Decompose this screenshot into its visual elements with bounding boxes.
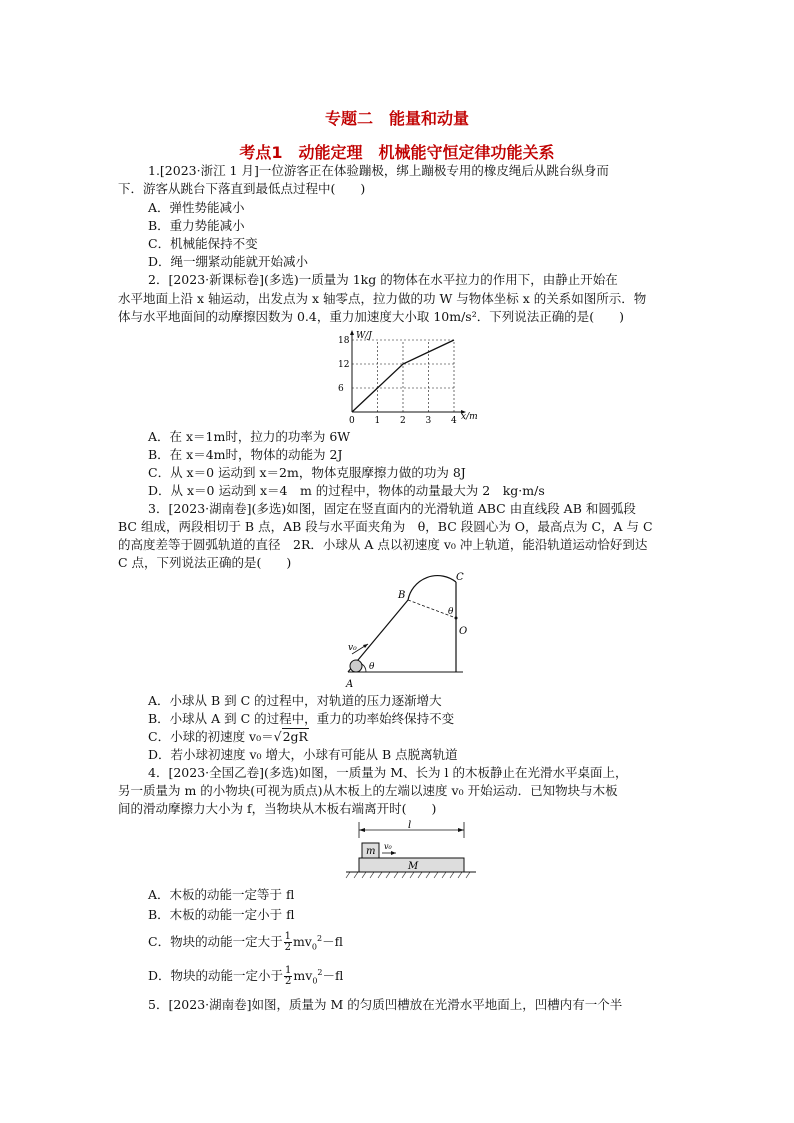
y-tick-label: 6: [338, 384, 344, 394]
y-axis-arrow: [350, 330, 354, 335]
x-tick-label: 0: [349, 416, 355, 426]
q1-option-d: D．绳一绷紧动能就开始减小: [148, 254, 309, 269]
q5-stem-line1: 5．[2023·湖南卷]如图，质量为 M 的匀质凹槽放在光滑水平地面上，凹槽内有一个半: [148, 997, 623, 1012]
q2-option-d: D．从 x＝0 运动到 x＝4 m 的过程中，物体的动量最大为 2 kg·m/s: [148, 483, 545, 498]
q2-option-a: A．在 x＝1m时，拉力的功率为 6W: [148, 429, 351, 444]
ball: [350, 660, 362, 672]
x-axis-label: x/m: [461, 412, 478, 422]
label-board-m: M: [408, 861, 419, 872]
q3-stem-line1: 3．[2023·湖南卷](多选)如图，固定在竖直面内的光滑轨道 ABC 由直线段 AB 和圆弧段: [148, 501, 636, 516]
y-axis-label: W/J: [356, 331, 372, 341]
q2-option-b: B．在 x＝4m时，物体的动能为 2J: [148, 447, 343, 462]
label-l: l: [408, 820, 412, 831]
q3-option-a: A．小球从 B 到 C 的过程中，对轨道的压力逐渐增大: [148, 693, 442, 708]
x-tick-label: 3: [425, 416, 432, 426]
label-a: A: [346, 679, 354, 690]
arc-bc: [408, 576, 456, 600]
label-v0: v₀: [384, 842, 392, 851]
section-title: 考点1 动能定理 机械能守恒定律功能关系: [239, 143, 555, 162]
work-displacement-chart: [330, 326, 490, 426]
track-diagram: [338, 572, 478, 690]
board-diagram: [344, 818, 478, 884]
y-tick-label: 12: [338, 360, 350, 370]
q4-stem-line1: 4．[2023·全国乙卷](多选)如图，一质量为 M、长为 l 的木板静止在光滑水平桌面上，: [148, 765, 628, 780]
x-tick-label: 4: [451, 416, 457, 426]
q4-stem-line3: 间的滑动摩擦力大小为 f，当物块从木板右端离开时( ): [118, 801, 437, 816]
q3-option-d: D．若小球初速度 v₀ 增大，小球有可能从 B 点脱离轨道: [148, 747, 458, 762]
label-theta-bottom: θ: [369, 662, 375, 672]
label-theta-top: θ: [448, 607, 454, 617]
q4-option-c: C．物块的动能一定大于 $\frac{1}{2}$ $mv_0^2-fl$: [148, 931, 343, 954]
q2-stem-line3: 体与水平地面间的动摩擦因数为 0.4，重力加速度大小取 10m/s²．下列说法正确的是( ): [118, 309, 624, 324]
y-tick-label: 18: [338, 336, 350, 346]
label-c: C: [456, 572, 464, 583]
x-tick-label: 2: [400, 416, 406, 426]
q1-stem-line2: 下．游客从跳台下落直到最低点过程中( ): [118, 181, 366, 196]
q3-option-b: B．小球从 A 到 C 的过程中，重力的功率始终保持不变: [148, 711, 455, 726]
q1-option-c: C．机械能保持不变: [148, 236, 258, 251]
q1-option-b: B．重力势能减小: [148, 218, 245, 233]
q3-stem-line3: 的高度差等于圆弧轨道的直径 2R．小球从 A 点以初速度 v₀ 冲上轨道，能沿轨道运动恰好到达: [118, 537, 648, 552]
q4-option-a: A．木板的动能一定等于 fl: [148, 887, 295, 902]
q4-option-b: B．木板的动能一定小于 fl: [148, 907, 295, 922]
q1-option-a: A．弹性势能减小: [148, 200, 245, 215]
q3-option-c: C．小球的初速度 v₀＝√2gR: [148, 729, 308, 744]
label-m: m: [366, 846, 376, 857]
label-v0: v₀: [348, 643, 357, 653]
label-b: B: [398, 590, 406, 601]
q3-stem-line2: BC 组成，两段相切于 B 点，AB 段与水平面夹角为 θ，BC 段圆心为 O，最高点为 C，A 与 C: [118, 519, 653, 534]
label-o: O: [459, 626, 468, 637]
q4-stem-line2: 另一质量为 m 的小物块(可视为质点)从木板上的左端以速度 v₀ 开始运动．已知物块与木板: [118, 783, 618, 798]
q3-stem-line4: C 点，下列说法正确的是( ): [118, 555, 292, 570]
x-tick-label: 1: [374, 416, 381, 426]
q2-stem-line1: 2．[2023·新课标卷](多选)一质量为 1kg 的物体在水平拉力的作用下，由静止开始在: [148, 272, 618, 287]
q2-stem-line2: 水平地面上沿 x 轴运动，出发点为 x 轴零点，拉力做的功 W 与物体坐标 x 的关系如图所示．物: [118, 291, 647, 306]
page-title: 专题二 能量和动量: [324, 109, 469, 128]
q4-option-d: D．物块的动能一定小于 $\frac{1}{2}$ $mv_0^2-fl$: [148, 965, 344, 988]
q2-option-c: C．从 x＝0 运动到 x＝2m，物体克服摩擦力做的功为 8J: [148, 465, 466, 480]
q1-stem-line1: 1.[2023·浙江 1 月]一位游客正在体验蹦极，绑上蹦极专用的橡皮绳后从跳台纵身而: [148, 163, 609, 178]
